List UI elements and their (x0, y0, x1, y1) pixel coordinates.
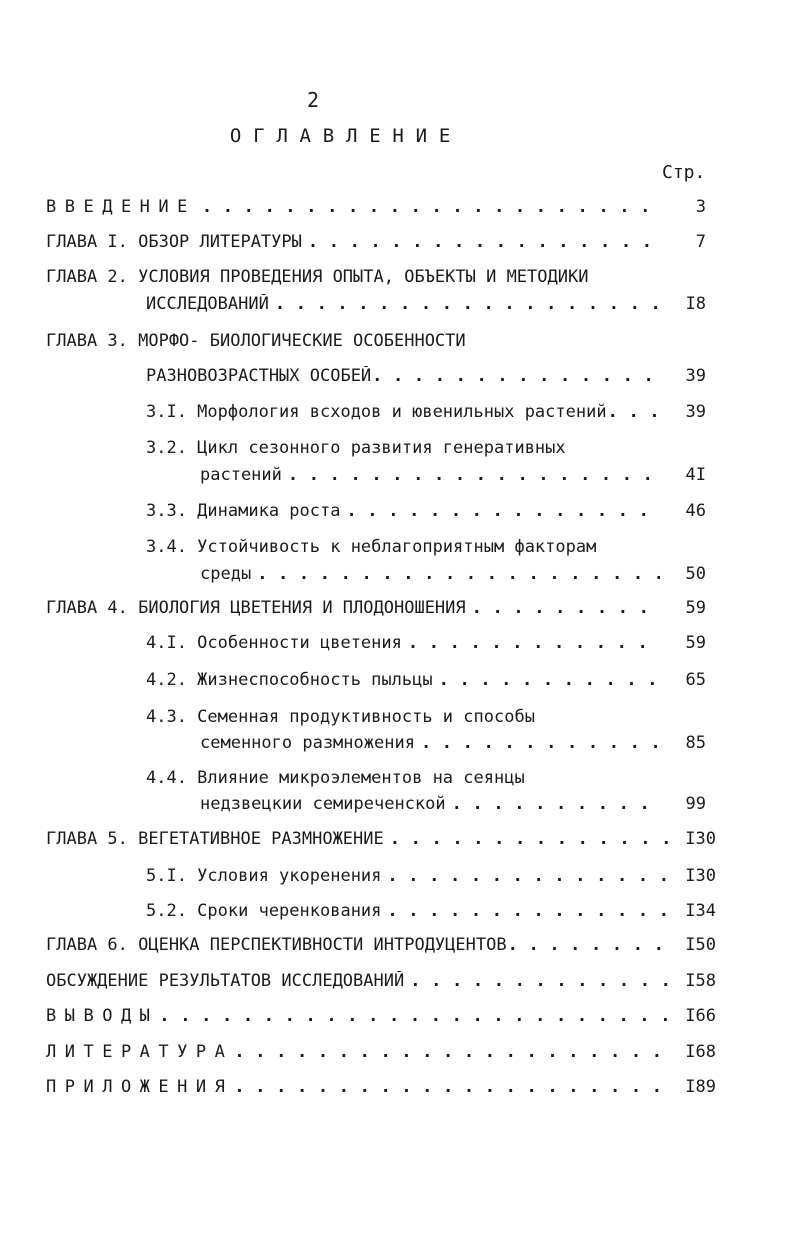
toc-entry-title: 4.3. Семенная продуктивность и способы (146, 707, 535, 727)
leader-dots (608, 402, 660, 422)
toc-entry-section-4-1 (146, 633, 706, 657)
leader-dots (472, 598, 660, 618)
leader-dots (308, 232, 660, 252)
toc-entry-page: 99 (685, 794, 706, 814)
toc-entry-page: 39 (685, 366, 706, 386)
toc-entry-title: ИССЛЕДОВАНИЙ (146, 294, 269, 314)
toc-entry-title: ВЫВОДЫ (46, 1006, 159, 1026)
toc-entry-page: I30 (685, 829, 716, 849)
toc-entry-section-4-3-cont (200, 733, 706, 757)
toc-entry-title: ГЛАВА 5. ВЕГЕТАТИВНОЕ РАЗМНОЖЕНИЕ (46, 829, 384, 849)
toc-entry-title: среды (200, 564, 252, 584)
toc-entry-page: I68 (685, 1042, 716, 1062)
toc-entry-page: 59 (685, 598, 706, 618)
leader-dots (346, 501, 660, 521)
leader-dots (408, 633, 660, 653)
toc-entry-title: ГЛАВА 4. БИОЛОГИЯ ЦВЕТЕНИЯ И ПЛОДОНОШЕНИЯ (46, 598, 466, 618)
leader-dots (257, 564, 660, 584)
toc-entry-section-4-4-cont (200, 794, 706, 818)
toc-entry-chapter-2 (46, 267, 706, 291)
leader-dots (410, 971, 670, 991)
toc-entry-page: 85 (685, 733, 706, 753)
toc-entry-chapter-2-cont (146, 294, 706, 318)
leader-dots (387, 866, 670, 886)
toc-entry-page: 46 (685, 501, 706, 521)
leader-dots (234, 1042, 670, 1062)
toc-entry-page: 7 (695, 232, 706, 252)
toc-entry-discussion (46, 971, 716, 995)
toc-entry-section-4-3 (146, 707, 706, 731)
toc-entry-section-3-1 (146, 402, 706, 426)
toc-entry-section-3-2 (146, 438, 706, 462)
toc-entry-title: 3.3. Динамика роста (146, 501, 341, 521)
toc-entry-title: 5.2. Сроки черенкования (146, 901, 382, 921)
toc-entry-title: 4.2. Жизнеспособность пыльцы (146, 670, 433, 690)
leader-dots (288, 465, 660, 485)
toc-entry-conclusions (46, 1006, 716, 1030)
toc-entry-section-3-4-cont (200, 564, 706, 588)
leader-dots (390, 829, 670, 849)
page-number: 2 (306, 88, 320, 112)
toc-entry-title: 4.I. Особенности цветения (146, 633, 402, 653)
toc-entry-chapter-1 (46, 232, 706, 256)
toc-entry-title: 5.I. Условия укоренения (146, 866, 382, 886)
toc-entry-chapter-5 (46, 829, 716, 853)
toc-entry-page: 39 (685, 402, 706, 422)
toc-entry-title: ГЛАВА 6. ОЦЕНКА ПЕРСПЕКТИВНОСТИ ИНТРОДУЦЕНТОВ (46, 935, 507, 955)
toc-entry-page: 3 (695, 197, 706, 217)
leader-dots (387, 901, 670, 921)
toc-entry-title: РАЗНОВОЗРАСТНЫХ ОСОБЕЙ (146, 366, 372, 386)
toc-entry-chapter-3 (46, 331, 706, 355)
toc-heading: ОГЛАВЛЕНИЕ (229, 125, 463, 147)
toc-entry-title: 3.2. Цикл сезонного развития генеративных (146, 438, 566, 458)
toc-entry-literature (46, 1042, 716, 1066)
toc-entry-chapter-6 (46, 935, 716, 959)
toc-entry-title: 3.4. Устойчивость к неблагоприятным факторам (146, 537, 597, 557)
toc-entry-section-3-3 (146, 501, 706, 525)
toc-entry-page: I89 (685, 1077, 716, 1097)
toc-entry-title: ГЛАВА 2. УСЛОВИЯ ПРОВЕДЕНИЯ ОПЫТА, ОБЪЕКТЫ И МЕТОДИКИ (46, 267, 589, 287)
toc-entry-section-3-2-cont (200, 465, 706, 489)
leader-dots (508, 935, 670, 955)
leader-dots (275, 294, 660, 314)
leader-dots (202, 197, 660, 217)
toc-entry-title: ГЛАВА I. ОБЗОР ЛИТЕРАТУРЫ (46, 232, 302, 252)
toc-entry-section-4-4 (146, 768, 706, 792)
leader-dots (234, 1077, 670, 1097)
toc-entry-section-5-2 (146, 901, 716, 925)
toc-entry-page: 59 (685, 633, 706, 653)
toc-entry-appendices (46, 1077, 716, 1101)
toc-entry-page: I50 (685, 935, 716, 955)
toc-entry-page: I8 (685, 294, 706, 314)
toc-entry-title: семенного размножения (200, 733, 415, 753)
toc-entry-page: I66 (685, 1006, 716, 1026)
toc-entry-chapter-3-cont (146, 366, 706, 390)
page-column-label: Стр. (662, 162, 706, 183)
leader-dots (372, 366, 660, 386)
leader-dots (421, 733, 660, 753)
leader-dots (439, 670, 660, 690)
toc-entry-chapter-4 (46, 598, 706, 622)
toc-entry-title: ОБСУЖДЕНИЕ РЕЗУЛЬТАТОВ ИССЛЕДОВАНИЙ (46, 971, 405, 991)
toc-entry-title: 3.I. Морфология всходов и ювенильных растений (146, 402, 607, 422)
leader-dots (159, 1006, 670, 1026)
toc-entry-title: ГЛАВА 3. МОРФО- БИОЛОГИЧЕСКИЕ ОСОБЕННОСТИ (46, 331, 466, 351)
toc-entry-title: растений (200, 465, 282, 485)
toc-entry-page: I34 (685, 901, 716, 921)
toc-entry-title: 4.4. Влияние микроэлементов на сеянцы (146, 768, 525, 788)
toc-entry-introduction (46, 197, 706, 221)
leader-dots (452, 794, 660, 814)
toc-entry-title: ВВЕДЕНИЕ (46, 197, 196, 217)
toc-entry-title: ПРИЛОЖЕНИЯ (46, 1077, 234, 1097)
toc-entry-title: недзвецкии семиреченской (200, 794, 446, 814)
toc-entry-section-5-1 (146, 866, 716, 890)
toc-entry-page: I58 (685, 971, 716, 991)
toc-entry-section-4-2 (146, 670, 706, 694)
toc-entry-page: I30 (685, 866, 716, 886)
toc-entry-page: 50 (685, 564, 706, 584)
toc-entry-page: 65 (685, 670, 706, 690)
toc-entry-title: ЛИТЕРАТУРА (46, 1042, 234, 1062)
toc-entry-section-3-4 (146, 537, 706, 561)
toc-entry-page: 4I (685, 465, 706, 485)
